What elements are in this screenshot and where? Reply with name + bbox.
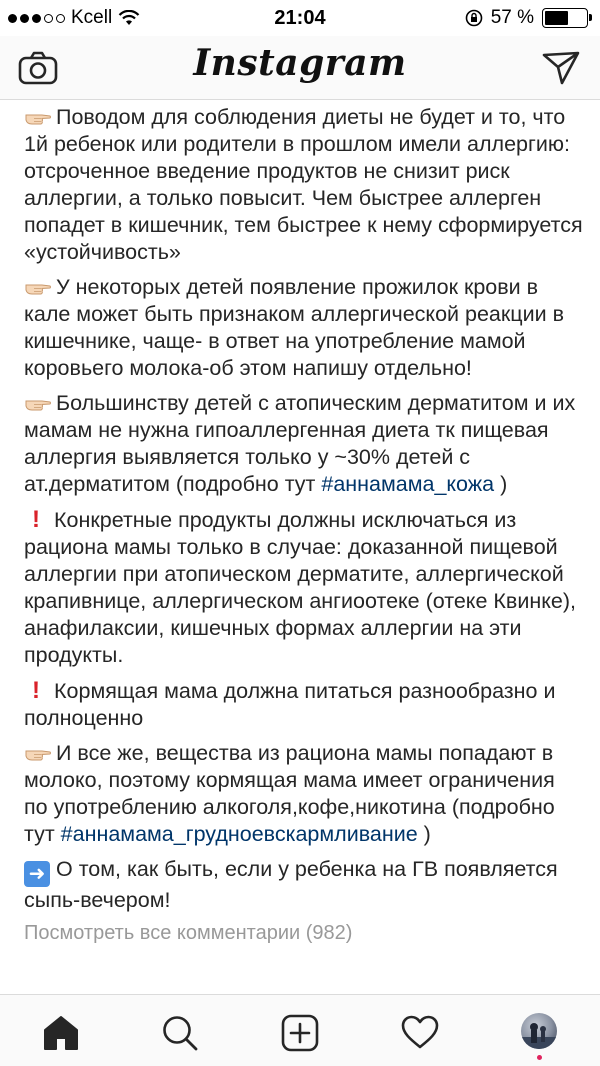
orientation-lock-icon [465,9,483,27]
caption-paragraph [24,740,584,848]
activity-heart-icon[interactable] [400,1013,440,1053]
right-arrow-icon: ➜ [24,861,50,887]
caption-paragraph [24,390,584,498]
status-right [465,7,588,29]
hashtag-link[interactable]: #аннамама_грудноевскармливание [60,822,418,846]
post-caption [24,104,584,945]
notification-dot [537,1055,542,1060]
status-time: 21:04 [274,7,326,29]
pointing-hand-icon [24,279,52,295]
home-icon[interactable] [41,1013,81,1053]
pointing-hand-icon [24,109,52,125]
view-all-comments-link[interactable]: Посмотреть все комментарии (982) [24,922,353,944]
top-bar [0,36,600,100]
pointing-hand-icon [24,395,52,411]
caption-text: О том, как быть, если у ребенка на ГВ появляется сыпь-вечером! [24,857,558,912]
search-icon[interactable] [160,1013,200,1053]
instagram-logo: Instagram [193,42,407,84]
status-bar [0,0,600,36]
carrier-name: Kcell [71,7,113,28]
new-post-icon[interactable] [280,1013,320,1053]
battery-icon [542,8,588,28]
caption-paragraph [24,677,584,732]
caption-text: Кормящая мама должна питаться разнообразно и полноценно [24,679,556,730]
caption-text: Конкретные продукты должны исключаться из рациона мамы только в случае: доказанной пищевой аллергии при атопическом дерматите, аллергической крапивнице, аллергическом ангиоотеке (отеке Квинке), анафилаксии, кишечных формах аллергии на эти продукты. [24,508,576,667]
caption-text: И все же, вещества из рациона мамы попадают в молоко, поэтому кормящая мама имеет ограничения по употреблению алкоголя,кофе,никотина (подробно тут [24,741,555,846]
caption-text-tail: ) [417,822,431,846]
caption-paragraph [24,856,584,914]
caption-text: Поводом для соблюдения диеты не будет и то, что 1й ребенок или родители в прошлом имели аллергию: отсроченное введение продуктов не снизит риск аллергии, а только повысит. Чем быстрее аллерген попадет в кишечник, тем быстрее к нему сформируется «устойчивость» [24,105,583,264]
exclamation-icon: ! [32,677,40,704]
battery-percent: 57 % [490,7,534,28]
pointing-hand-icon [24,745,52,761]
caption-text-tail: ) [494,472,508,496]
hashtag-link[interactable]: #аннамама_кожа [321,472,495,496]
caption-paragraph [24,274,584,382]
bottom-navigation [0,994,600,1066]
caption-paragraph [24,104,584,266]
caption-paragraph [24,506,584,669]
direct-message-icon[interactable] [542,50,580,86]
caption-text: Большинству детей с атопическим дерматитом и их мамам не нужна гипоаллергенная диета тк пищевая аллергия выявляется только у ~30% детей с ат.дерматитом (подробно тут [24,391,576,496]
exclamation-icon: ! [32,506,40,533]
caption-text: У некоторых детей появление прожилок крови в кале может быть признаком аллергической реакции в кишечнике, чаще- в ответ на употребление мамой коровьего молока-об этом напишу отдельно! [24,275,565,380]
profile-avatar[interactable] [521,1013,557,1049]
